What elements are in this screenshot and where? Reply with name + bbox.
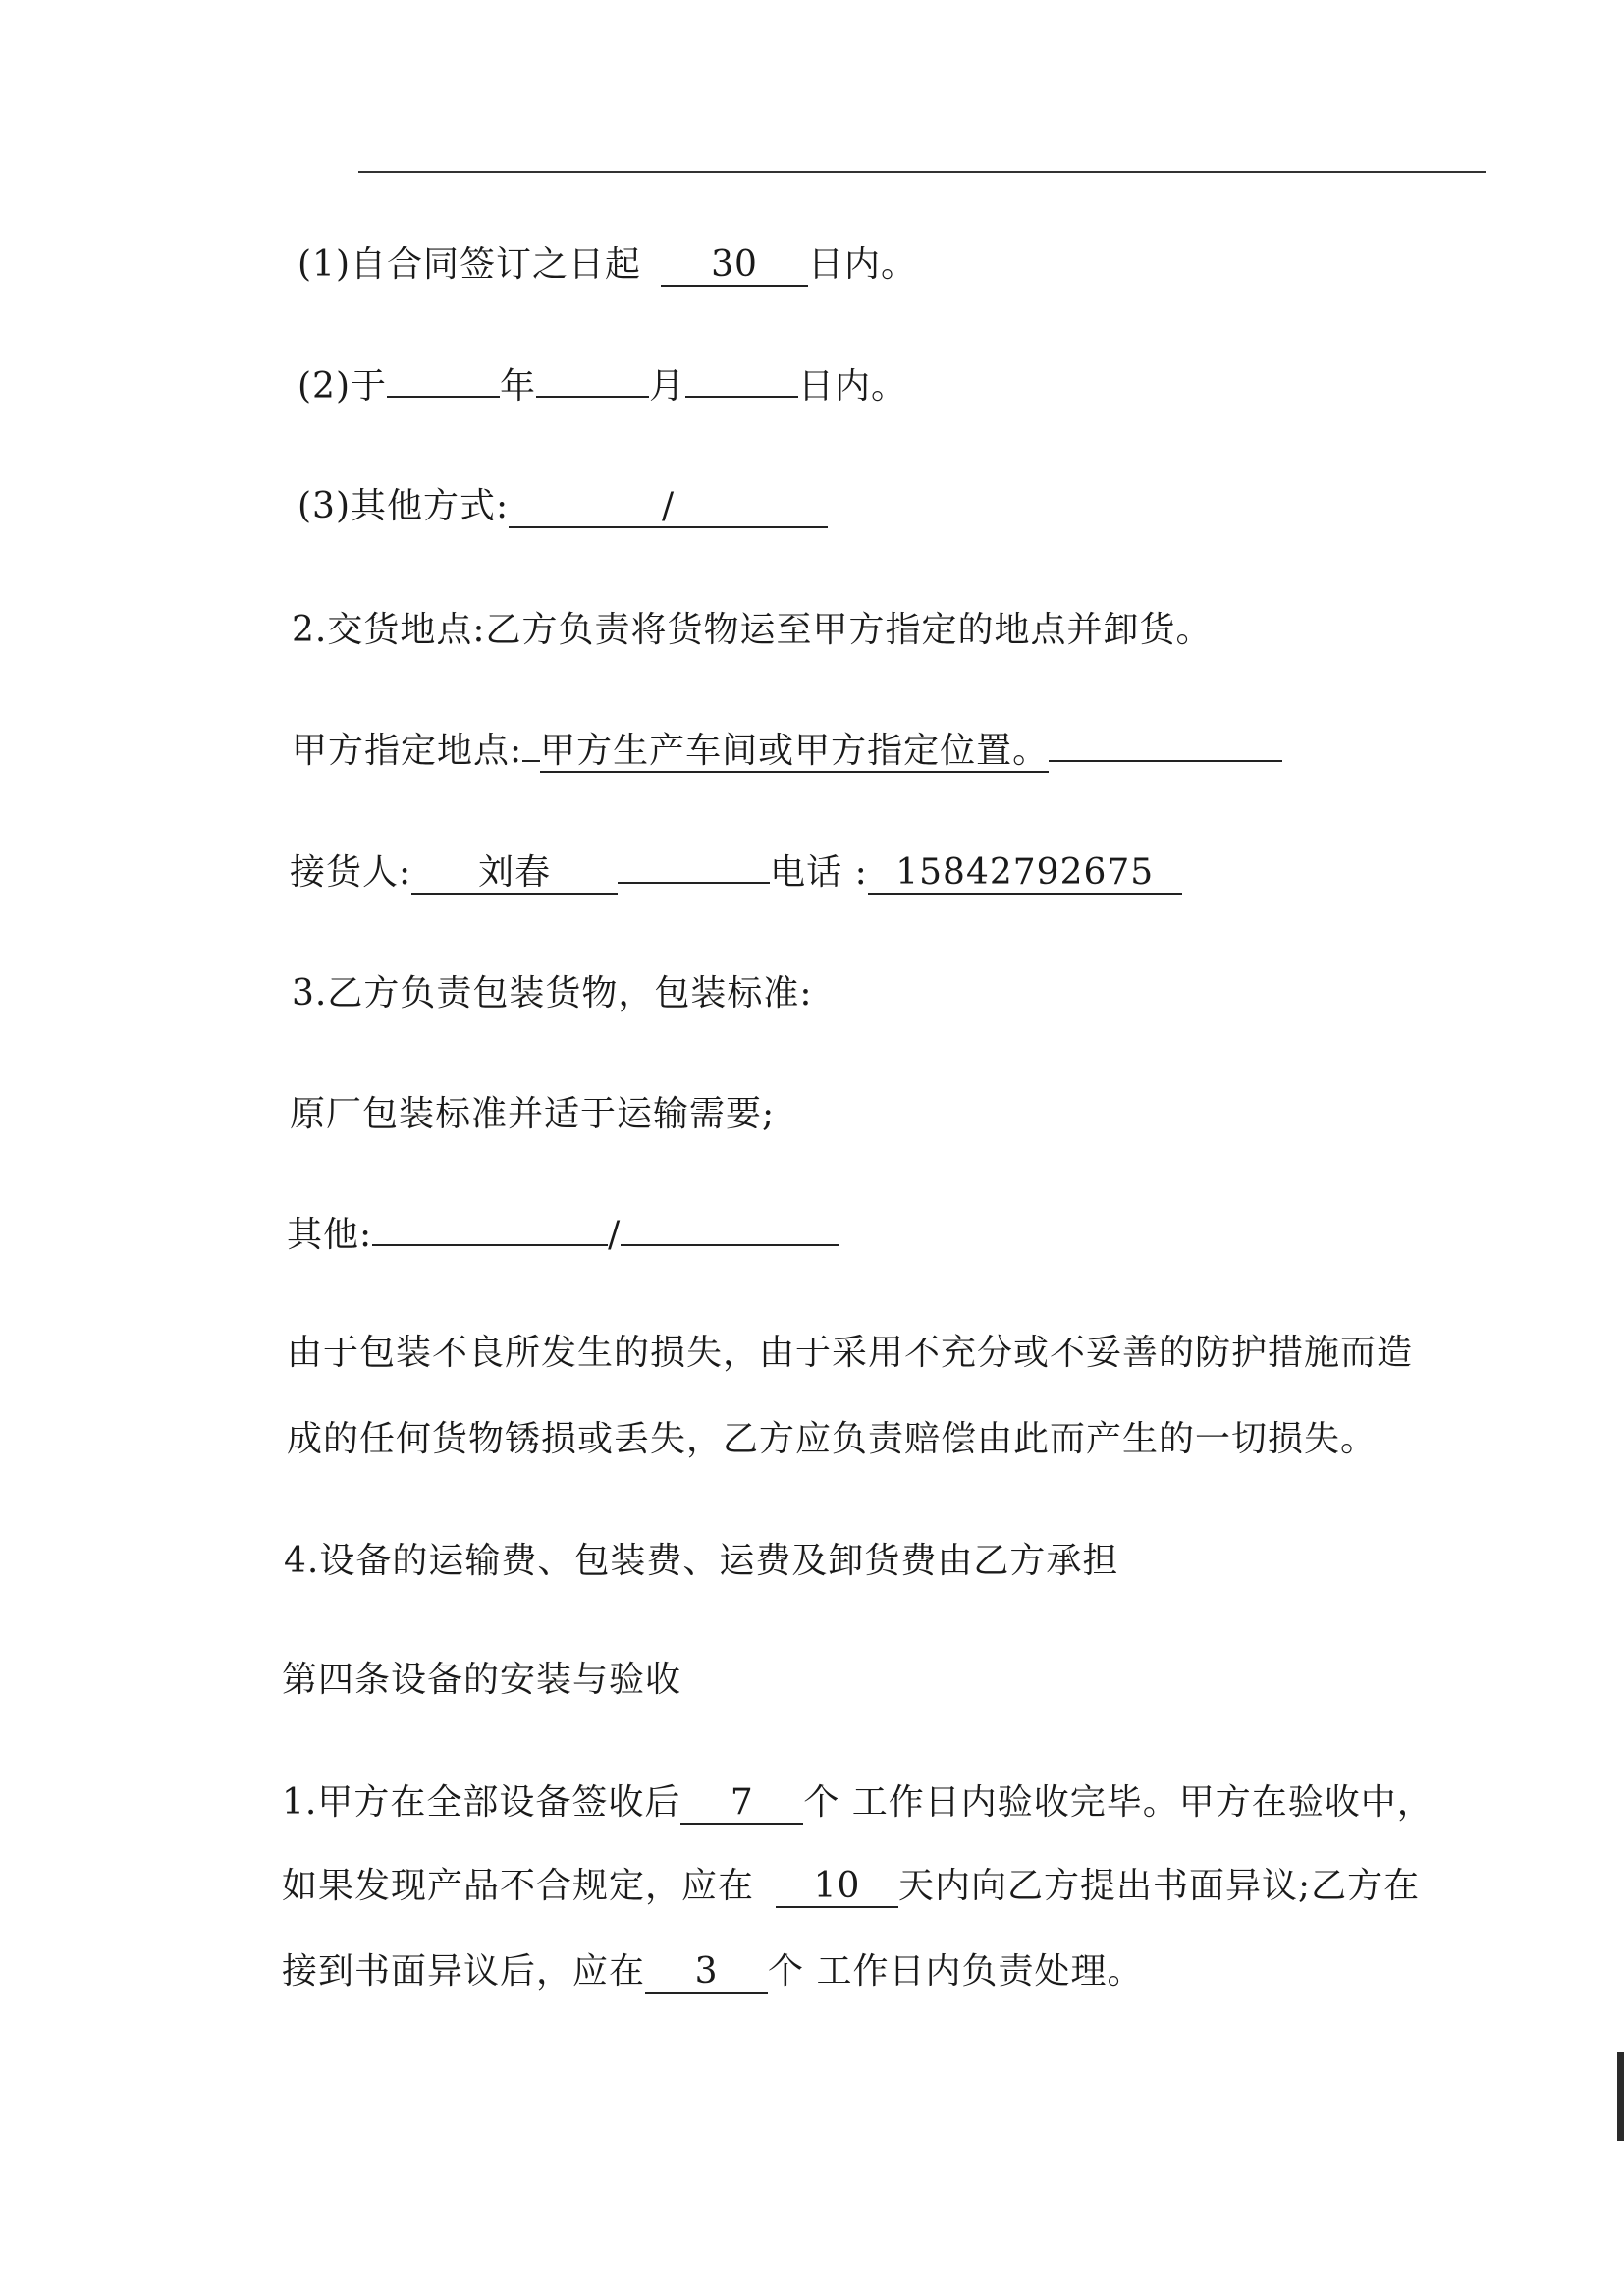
article-4-title: 第四条设备的安装与验收 bbox=[282, 1660, 682, 1700]
packaging-heading: 3.乙方负责包装货物，包装标准: bbox=[292, 973, 813, 1013]
designated-place-line: 甲方指定地点: 甲方生产车间或甲方指定位置。 bbox=[292, 730, 1282, 773]
top-rule bbox=[358, 171, 1486, 173]
acceptance-line-3: 接到书面异议后，应在 3 个 工作日内负责处理。 bbox=[282, 1951, 1144, 1992]
delivery-option-2: (2)于 年 月 日内。 bbox=[298, 366, 908, 407]
acceptance-line-1: 1.甲方在全部设备签收后 7 个 工作日内验收完毕。甲方在验收中， bbox=[282, 1782, 1434, 1823]
delivery-option-3: (3)其他方式: / bbox=[298, 485, 828, 528]
year-field bbox=[387, 396, 500, 398]
fees-text: 4.设备的运输费、包装费、运费及卸货费由乙方承担 bbox=[284, 1541, 1119, 1581]
acceptance-line-2: 如果发现产品不合规定，应在 10 天内向乙方提出书面异议;乙方在 bbox=[282, 1866, 1421, 1906]
receiver-name: 刘春 bbox=[411, 853, 618, 895]
receiver-line: 接货人: 刘春 电话 : 15842792675 bbox=[290, 851, 1182, 895]
receiver-phone: 15842792675 bbox=[868, 853, 1182, 895]
day-field bbox=[685, 396, 798, 398]
packaging-other-line: 其他: / bbox=[287, 1214, 839, 1257]
packaging-standard: 原厂包装标准并适于运输需要; bbox=[290, 1094, 776, 1134]
packaging-other-value: / bbox=[608, 1215, 622, 1255]
delivery-option-1: (1)自合同签订之日起 30 日内。 bbox=[298, 245, 918, 285]
delivery-days-field: 30 bbox=[661, 246, 808, 287]
acceptance-days: 7 bbox=[680, 1783, 803, 1825]
other-method-field: / bbox=[509, 487, 828, 528]
handling-days: 3 bbox=[645, 1952, 768, 1994]
liability-line-2: 成的任何货物锈损或丢失，乙方应负责赔偿由此而产生的一切损失。 bbox=[287, 1419, 1378, 1459]
delivery-place-text: 2.交货地点:乙方负责将货物运至甲方指定的地点并卸货。 bbox=[292, 610, 1213, 650]
scan-edge-mark bbox=[1617, 2052, 1624, 2141]
month-field bbox=[536, 396, 649, 398]
objection-days: 10 bbox=[776, 1867, 898, 1908]
designated-place-value: 甲方生产车间或甲方指定位置。 bbox=[540, 731, 1050, 771]
liability-line-1: 由于包装不良所发生的损失，由于采用不充分或不妥善的防护措施而造 bbox=[287, 1333, 1414, 1373]
